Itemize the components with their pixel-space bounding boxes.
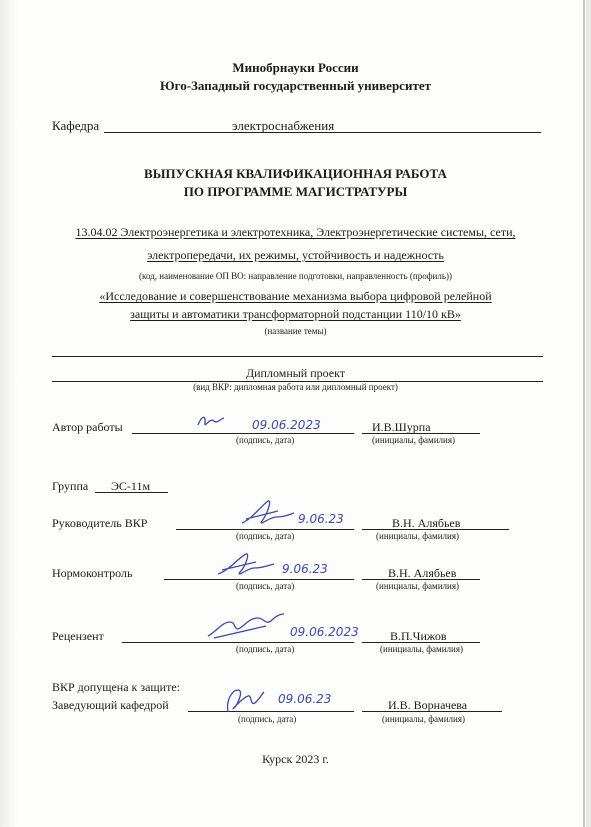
department-value: электроснабжения: [232, 118, 335, 133]
page-edge-shadow: [586, 0, 591, 827]
work-title-line2: ПО ПРОГРАММЕ МАГИСТРАТУРЫ: [183, 184, 408, 199]
head-of-department-label: Заведующий кафедрой: [52, 698, 169, 712]
vkr-type-caption: (вид ВКР: дипломная работа или дипломный проект): [193, 382, 398, 392]
reviewer-name: В.П.Чижов: [390, 629, 447, 643]
author-label: Автор работы: [52, 420, 123, 434]
topic-caption: (название темы): [264, 326, 327, 336]
author-sign-line: [132, 433, 354, 434]
admission-label: ВКР допущена к защите:: [52, 680, 180, 694]
author-sign-caption: (подпись, дата): [236, 435, 295, 445]
head-of-department-name: И.В. Ворначева: [388, 698, 468, 712]
ministry-name: Минобрнауки России: [232, 60, 359, 75]
topic-extra-line: [52, 356, 543, 357]
topic-line1: «Исследование и совершенствование механизма выбора цифровой релейной: [99, 289, 492, 303]
normcontrol-name: В.Н. Алябьев: [388, 566, 457, 580]
supervisor-label: Руководитель ВКР: [52, 516, 148, 530]
reviewer-sign-date: 09.06.2023: [290, 625, 359, 639]
university-name: Юго-Западный государственный университет: [160, 78, 431, 93]
normcontrol-label: Нормоконтроль: [52, 566, 133, 580]
department-label: Кафедра: [52, 118, 100, 133]
supervisor-sign-caption: (подпись, дата): [236, 531, 295, 541]
admission-sign-caption: (подпись, дата): [238, 714, 297, 724]
page-shadow-left: [0, 0, 18, 827]
program-caption: (код, наименование ОП ВО: направление подготовки, направленность (профиль)): [139, 271, 452, 281]
work-title-line1: ВЫПУСКНАЯ КВАЛИФИКАЦИОННАЯ РАБОТА: [144, 166, 447, 181]
supervisor-name: В.Н. Алябьев: [392, 516, 461, 530]
author-sign-date: 09.06.2023: [252, 418, 321, 432]
reviewer-name-caption: (инициалы, фамилия): [380, 644, 463, 654]
author-signature: [196, 413, 226, 436]
author-name: И.В.Шурпа: [372, 420, 431, 434]
vkr-type-value: Дипломный проект: [245, 366, 346, 380]
topic-line2: защиты и автоматики трансформаторной подстанции 110/10 кВ»: [130, 307, 461, 321]
reviewer-sign-caption: (подпись, дата): [236, 644, 295, 654]
admission-sign-date: 09.06.23: [278, 692, 332, 706]
supervisor-signature: [238, 499, 298, 534]
reviewer-signature: [206, 612, 286, 647]
reviewer-label: Рецензент: [52, 629, 104, 643]
admission-name-caption: (инициалы, фамилия): [382, 714, 465, 724]
normcontrol-sign-date: 9.06.23: [282, 562, 328, 576]
normcontrol-name-caption: (инициалы, фамилия): [376, 581, 459, 591]
author-name-caption: (инициалы, фамилия): [372, 435, 455, 445]
admission-sign-line: [188, 711, 354, 712]
supervisor-sign-date: 9.06.23: [298, 512, 344, 526]
program-line1: 13.04.02 Электроэнергетика и электротехника, Электроэнергетические системы, сети,: [75, 225, 516, 239]
page-edge-line: [583, 0, 585, 827]
supervisor-name-caption: (инициалы, фамилия): [376, 531, 459, 541]
normcontrol-sign-caption: (подпись, дата): [236, 581, 295, 591]
group-value: ЭС-11м: [111, 479, 151, 493]
group-label: Группа: [52, 479, 89, 493]
city-year: Курск 2023 г.: [262, 752, 329, 766]
program-line2: электропередачи, их режимы, устойчивость и надежность: [147, 248, 444, 262]
